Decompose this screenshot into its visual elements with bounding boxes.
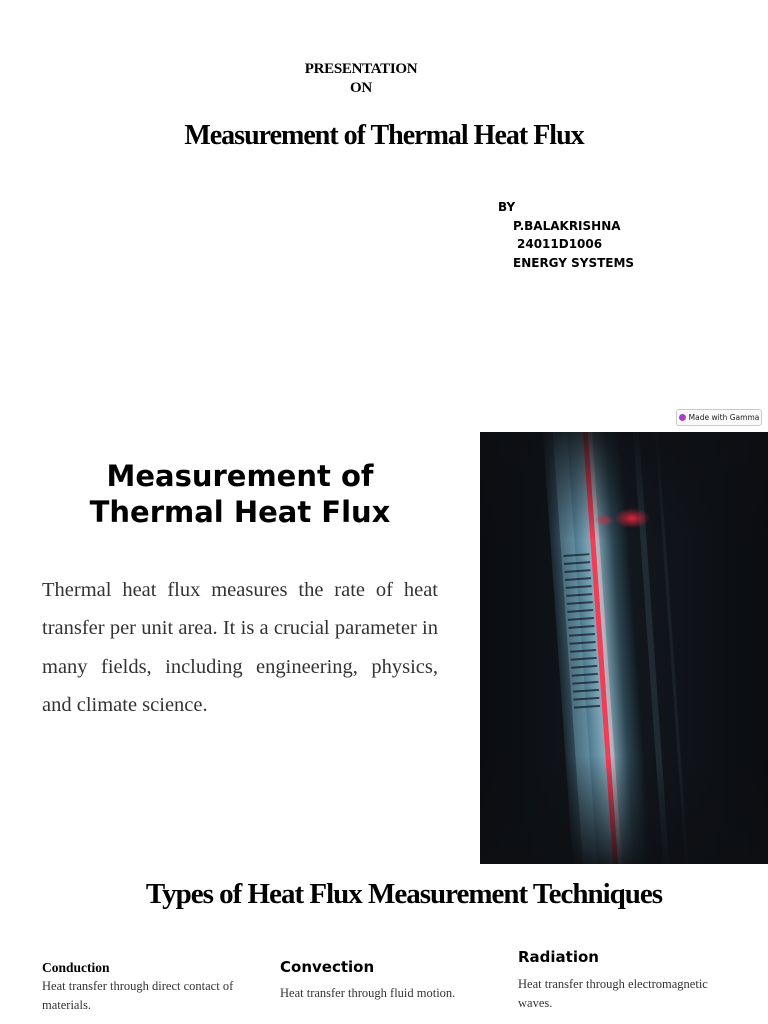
radiation-heading: Radiation	[518, 948, 599, 966]
thermometer-photo	[480, 432, 768, 864]
author-department: ENERGY SYSTEMS	[513, 255, 635, 270]
author-name: P.BALAKRISHNA	[513, 218, 621, 233]
made-with-gamma-badge[interactable]	[676, 409, 762, 426]
author-roll-number: 24011D1006	[517, 237, 603, 251]
techniques-title: Types of Heat Flux Measurement Techniques	[145, 878, 663, 910]
presentation-line-2: ON	[350, 80, 372, 96]
technique-card-radiation	[518, 948, 733, 1013]
gamma-badge-label: Made with Gamma	[688, 413, 760, 422]
technique-card-conduction	[42, 960, 252, 1015]
presentation-label	[0, 60, 722, 98]
thermometer-image	[480, 432, 768, 864]
intro-title	[60, 458, 420, 530]
gamma-logo-icon	[679, 414, 686, 421]
author-block	[498, 198, 634, 272]
convection-text: Heat transfer through fluid motion.	[280, 986, 456, 1000]
conduction-text: Heat transfer through direct contact of materials.	[42, 979, 234, 1012]
technique-card-convection	[280, 958, 490, 1003]
intro-paragraph: Thermal heat flux measures the rate of heat transfer per unit area. It is a crucial parameter in many fields, including engineering, physics, and climate science.	[42, 579, 438, 716]
cover-title: Measurement of Thermal Heat Flux	[184, 120, 584, 151]
convection-heading: Convection	[280, 958, 375, 976]
intro-title-line-1: Measurement of	[106, 459, 374, 493]
presentation-line-1: PRESENTATION	[304, 61, 418, 77]
radiation-text: Heat transfer through electromagnetic waves.	[518, 977, 708, 1010]
intro-title-line-2: Thermal Heat Flux	[89, 495, 391, 529]
conduction-heading: Conduction	[42, 960, 110, 975]
by-label: BY	[498, 200, 516, 214]
